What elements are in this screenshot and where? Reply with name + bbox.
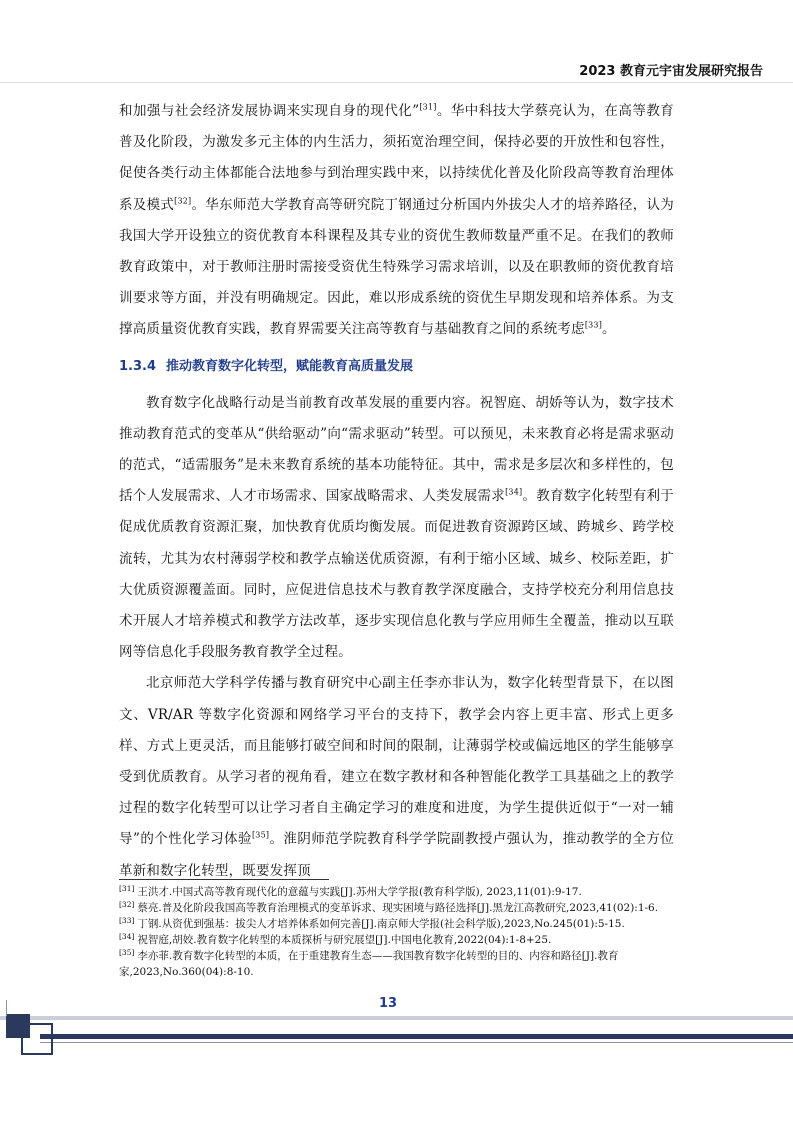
section-number: 1.3.4 bbox=[119, 358, 157, 374]
para2-text: 教育数字化战略行动是当前教育改革发展的重要内容。祝智庭、胡娇等认为，数字技术推动教育范式的变革从“供给驱动”向“需求驱动”转型。可以预见，未来教育必将是需求驱动的范式，“适需服务”是未来教育系统的基本功能特征。其中，需求是多层次和多样性的，包括个人发展需求、人才市场需求、国家战略需求、人类发展需求 bbox=[119, 394, 674, 505]
deco-dark-band bbox=[40, 1034, 793, 1039]
footnote-32 bbox=[119, 900, 679, 916]
para1-text: 和加强与社会经济发展协调来实现自身的现代化” bbox=[119, 103, 420, 119]
footnote-text: 丁钢.从资优到强基：拔尖人才培养体系如何完善[J].南京师大学报(社会科学版),2023,No.245(01):5-15. bbox=[137, 918, 625, 930]
footnote-number: [31] bbox=[119, 883, 135, 893]
footnote-divider bbox=[119, 879, 329, 880]
footnote-text: 王洪才.中国式高等教育现代化的意蕴与实践[J].苏州大学学报(教育科学版), 2023,11(01):9-17. bbox=[137, 886, 582, 898]
report-title: 2023 教育元宇宙发展研究报告 bbox=[579, 64, 763, 79]
deco-light-band bbox=[0, 1016, 793, 1020]
para3-text: 北京师范大学科学传播与教育研究中心副主任李亦非认为，数字化转型背景下，在以图文、VR/AR 等数字化资源和网络学习平台的支持下，教学会内容上更丰富、形式上更多样、方式上更灵活，而且能够打破空间和时间的限制，让薄弱学校或偏远地区的学生能够享受到优质教育。从学习者的视角看，建立在数字教材和各种智能化教学工具基础之上的教学过程的数字化转型可以让学习者自主确定学习的难度和进度，为学生提供近似于“一对一辅导”的个性化学习体验 bbox=[119, 675, 674, 848]
footnotes bbox=[119, 884, 679, 980]
citation-32: [32] bbox=[174, 196, 192, 206]
header-divider bbox=[0, 82, 793, 83]
deco-vertical-line bbox=[6, 1000, 7, 1016]
citation-31: [31] bbox=[419, 102, 437, 112]
citation-35: [35] bbox=[251, 830, 270, 840]
footnote-number: [34] bbox=[119, 931, 135, 941]
section-title: 推动教育数字化转型，赋能教育高质量发展 bbox=[166, 358, 414, 374]
para2-text2: 。教育数字化转型有利于促成优质教育资源汇聚，加快教育优质均衡发展。而促进教育资源跨区域、跨城乡、跨学校流转，尤其为农村薄弱学校和教学点输送优质资源，有利于缩小区域、城乡、校际差距，扩大优质资源覆盖面。同时，应促进信息技术与教育教学深度融合，支持学校充分利用信息技术开展人才培养模式和教学方法改革，逐步实现信息化教与学应用师生全覆盖，推动以互联网等信息化手段服务教育教学全过程。 bbox=[119, 488, 674, 661]
paragraph-1 bbox=[119, 96, 674, 346]
para1-text2: 。华中科技大学蔡亮认为，在高等教育普及化阶段，为激发多元主体的内生活力，须拓宽治理空间，保持必要的开放性和包容性，促使各类行动主体都能合法地参与到治理实践中来，以持续优化普及化阶段高等教育治理体系及模式 bbox=[119, 103, 674, 213]
footnote-text: 蔡亮.普及化阶段我国高等教育治理模式的变革诉求、现实困境与路径选择[J].黑龙江高教研究,2023,41(02):1-6. bbox=[137, 902, 659, 914]
footnote-33 bbox=[119, 916, 679, 932]
citation-33: [33] bbox=[584, 320, 603, 330]
footnote-34 bbox=[119, 932, 679, 948]
main-content bbox=[119, 96, 674, 887]
deco-square-dark bbox=[6, 1014, 30, 1038]
footer-decoration bbox=[0, 1000, 793, 1070]
para1-text4: 。 bbox=[602, 321, 616, 338]
citation-34: [34] bbox=[505, 487, 523, 497]
section-heading bbox=[119, 354, 674, 380]
paragraph-2 bbox=[119, 388, 674, 669]
footnote-31 bbox=[119, 884, 679, 900]
footnote-text: 李亦菲.教育数字化转型的本质，在于重建教育生态——我国教育数字化转型的目的、内容和路径[J].教育家,2023,No.360(04):8-10. bbox=[119, 950, 619, 978]
para1-text3: 。华东师范大学教育高等研究院丁钢通过分析国内外拔尖人才的培养路径，认为我国大学开设独立的资优教育本科课程及其专业的资优生教师数量严重不足。在我们的教师教育政策中，对于教师注册时需接受资优生特殊学习需求培训，以及在职教师的资优教育培训要求等方面，并没有明确规定。因此，难以形成系统的资优生早期发现和培养体系。为支撑高质量资优教育实践，教育界需要关注高等教育与基础教育之间的系统考虑 bbox=[119, 196, 674, 338]
page-number: 13 bbox=[379, 996, 398, 1011]
footnote-number: [35] bbox=[119, 947, 135, 957]
footnote-number: [33] bbox=[119, 915, 135, 925]
footnote-number: [32] bbox=[119, 899, 135, 909]
deco-thin-line bbox=[40, 1042, 793, 1043]
paragraph-3 bbox=[119, 668, 674, 886]
footnote-35 bbox=[119, 948, 679, 980]
para3-text2: 。淮阴师范学院教育科学学院副教授卢强认为，推动教学的全方位革新和数字化转型，既要发挥顶 bbox=[119, 831, 674, 879]
footnote-text: 祝智庭,胡姣.教育数字化转型的本质探析与研究展望[J].中国电化教育,2022(04):1-8+25. bbox=[137, 934, 552, 946]
